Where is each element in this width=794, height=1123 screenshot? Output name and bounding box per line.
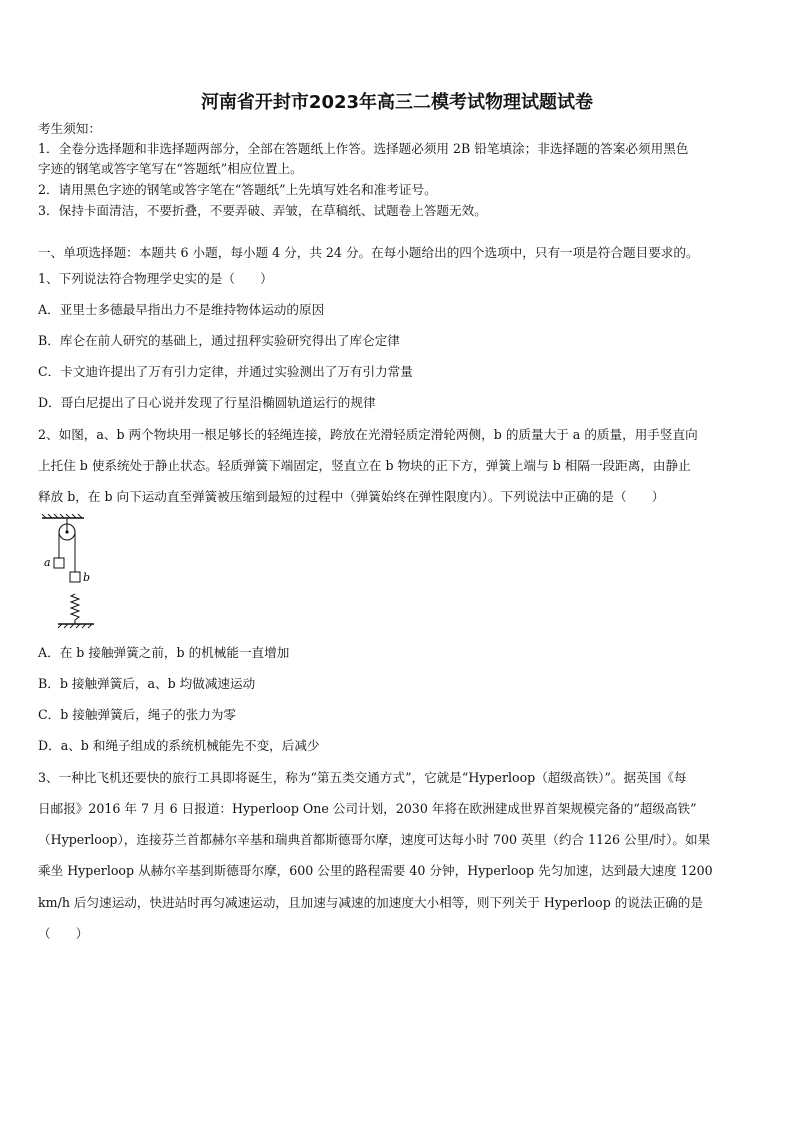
- exam-title: 河南省开封市2023年高三二模考试物理试题试卷: [200, 92, 594, 113]
- question-2-option-d: D．a、b 和绳子组成的系统机械能先不变，后减少: [38, 738, 320, 753]
- question-2-option-b: B．b 接触弹簧后，a、b 均做减速运动: [38, 676, 256, 691]
- question-1-option-c: C．卡文迪许提出了万有引力定律，并通过实验测出了万有引力常量: [38, 364, 413, 379]
- question-1-option-a: A．亚里士多德最早指出力不是维持物体运动的原因: [38, 302, 325, 317]
- section-heading: 一、单项选择题：本题共 6 小题，每小题 4 分，共 24 分。在每小题给出的四个选项中，只有一项是符合题目要求的。: [38, 245, 699, 260]
- question-2-option-c: C．b 接触弹簧后，绳子的张力为零: [38, 707, 237, 722]
- question-1-stem: 1、下列说法符合物理学史实的是（ ）: [38, 271, 273, 286]
- notice-item: 字迹的钢笔或答字笔写在“答题纸”相应位置上。: [38, 161, 303, 176]
- question-3-line: 3、一种比飞机还要快的旅行工具即将诞生，称为“第五类交通方式”，它就是“Hyperloop（超级高铁）”。据英国《每: [38, 770, 687, 785]
- question-3-line: 日邮报》2016 年 7 月 6 日报道：Hyperloop One 公司计划，2030 年将在欧洲建成世界首架规模完备的“超级高铁”: [38, 801, 697, 816]
- question-2-line: 释放 b，在 b 向下运动直至弹簧被压缩到最短的过程中（弹簧始终在弹性限度内）。下列说法中正确的是（ ）: [38, 489, 665, 504]
- question-3-line: 乘坐 Hyperloop 从赫尔辛基到斯德哥尔摩，600 公里的路程需要 40 分钟，Hyperloop 先匀加速，达到最大速度 1200: [38, 863, 713, 878]
- label-a: a: [44, 556, 51, 569]
- question-1-option-b: B．库仑在前人研究的基础上，通过扭秤实验研究得出了库仑定律: [38, 333, 400, 348]
- question-3-line: （ ）: [38, 926, 89, 941]
- label-b: b: [83, 571, 91, 584]
- notice-item: 2．请用黑色字迹的钢笔或答字笔在“答题纸”上先填写姓名和准考证号。: [38, 182, 437, 197]
- question-3-line: （Hyperloop），连接芬兰首都赫尔辛基和瑞典首都斯德哥尔摩，速度可达每小时 700 英里（约合 1126 公里/时）。如果: [38, 832, 711, 847]
- question-2-line: 上托住 b 使系统处于静止状态。轻质弹簧下端固定，竖直立在 b 物块的正下方，弹簧上端与 b 相隔一段距离，由静止: [38, 458, 691, 473]
- pulley-spring-figure: [40, 514, 100, 636]
- notice-item: 3．保持卡面清洁，不要折叠，不要弄破、弄皱，在草稿纸、试题卷上答题无效。: [38, 203, 487, 218]
- question-1-option-d: D．哥白尼提出了日心说并发现了行星沿椭圆轨道运行的规律: [38, 395, 376, 410]
- question-2-option-a: A．在 b 接触弹簧之前，b 的机械能一直增加: [38, 645, 290, 660]
- notice-item: 1．全卷分选择题和非选择题两部分，全部在答题纸上作答。选择题必须用 2B 铅笔填涂；非选择题的答案必须用黑色: [38, 141, 689, 156]
- question-2-line: 2、如图，a、b 两个物块用一根足够长的轻绳连接，跨放在光滑轻质定滑轮两侧，b 的质量大于 a 的质量，用手竖直向: [38, 427, 698, 442]
- question-3-line: km/h 后匀速运动，快进站时再匀减速运动，且加速与减速的加速度大小相等，则下列关于 Hyperloop 的说法正确的是: [38, 895, 703, 910]
- notice-heading: 考生须知：: [38, 121, 101, 136]
